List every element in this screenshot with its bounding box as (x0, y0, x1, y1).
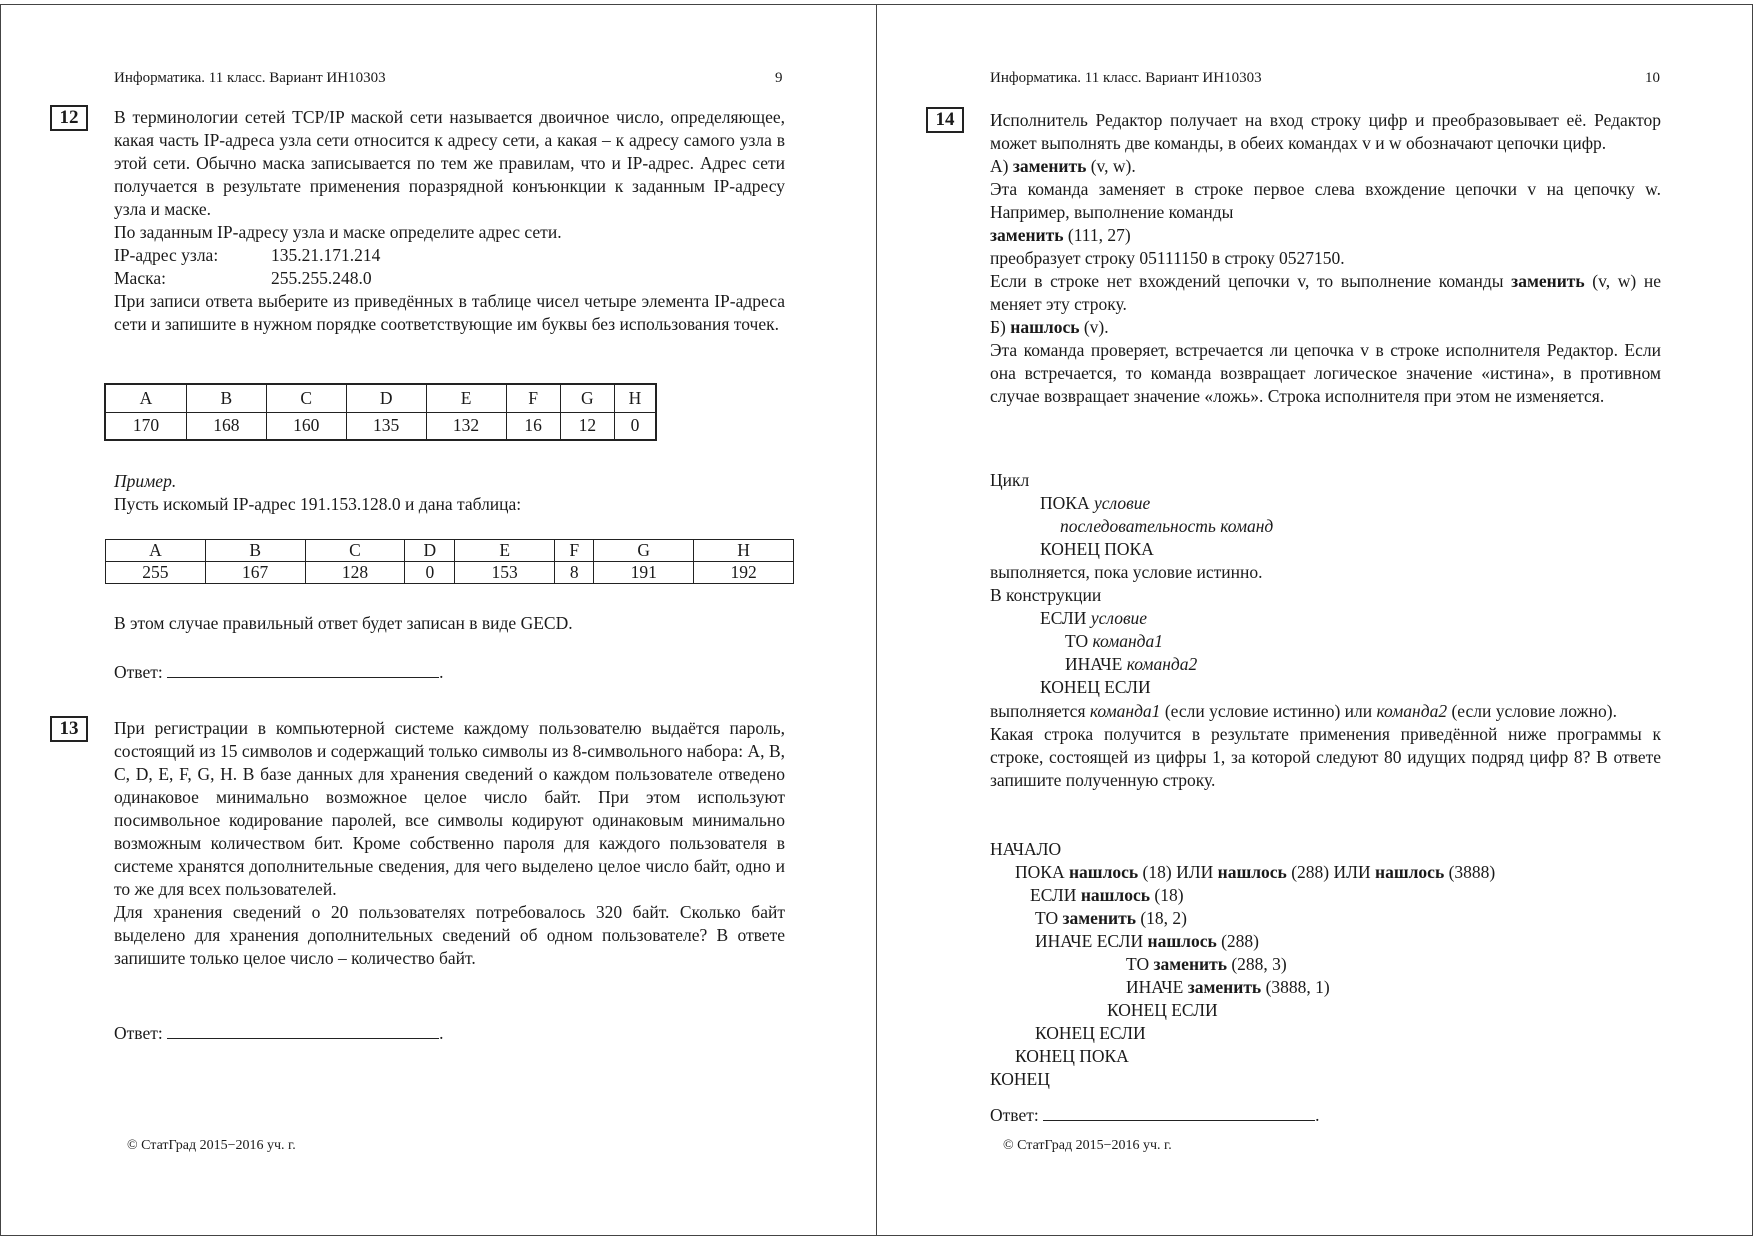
question-number-12: 12 (50, 105, 88, 131)
table-cell: 135 (346, 412, 426, 440)
page-header-title: Информатика. 11 класс. Вариант ИН10303 (990, 70, 1262, 86)
table-cell: 167 (205, 562, 305, 584)
page-header-title: Информатика. 11 класс. Вариант ИН10303 (114, 70, 386, 86)
example-result: преобразует строку 05111150 в строку 0527150. (990, 248, 1345, 268)
table-cell: 128 (305, 562, 405, 584)
table-cell: 0 (615, 412, 657, 440)
q14-question: Какая строка получится в результате применения приведённой ниже программы к строке, состоящей из цифры 1, за которой следуют 80 идущих подряд цифр 8? В ответе запишите полученную строку. (990, 724, 1661, 790)
page-footer: © СтатГрад 2015−2016 уч. г. (127, 1138, 296, 1153)
example-result: В этом случае правильный ответ будет записан в виде GECD. (114, 613, 573, 633)
q12-answer: Ответ: . (114, 662, 444, 682)
page-footer: © СтатГрад 2015−2016 уч. г. (1003, 1138, 1172, 1153)
table-header: D (405, 540, 455, 562)
mask-value: 255.255.248.0 (271, 268, 372, 288)
no-match-note: Если в строке нет вхождений цепочки v, то выполнение команды заменить (v, w) не меняет эту строку. (990, 271, 1661, 314)
question-12 (114, 106, 785, 336)
table-header: C (266, 384, 346, 412)
table-header: F (555, 540, 594, 562)
right-page (877, 0, 1754, 1239)
question-14 (990, 109, 1661, 408)
table-cell: 16 (506, 412, 560, 440)
answer-field[interactable] (167, 660, 439, 678)
answer-label: Ответ: (114, 662, 163, 682)
question-number-14: 14 (926, 107, 964, 133)
table-cell: 153 (455, 562, 555, 584)
q12-intro: В терминологии сетей TCP/IP маской сети называется двоичное число, определяющее, какая часть IP-адреса узла сети относится к адресу сети, а какая – к адресу самого узла в этой сети. Обычно маска записывается по тем же правилам, что и IP-адрес. Адрес сети получается в результате применения поразрядной конъюнкции к заданным IP-адресу узла и маске. (114, 107, 785, 219)
q12-example-table (105, 539, 794, 584)
table-header: H (615, 384, 657, 412)
example-label: Пример. (114, 471, 177, 491)
table-cell: 255 (106, 562, 206, 584)
table-cell: 160 (266, 412, 346, 440)
construct-desc: выполняется команда1 (если условие истинно) или команда2 (если условие ложно). Какая строка получится в результате применения приведённой ниже программы к строке, состоящей из цифры 1, за которой следуют 80 идущих подряд цифр 8? В ответе запишите полученную строку. (990, 701, 1661, 790)
q12-ip-row (114, 244, 785, 267)
ip-value: 135.21.171.214 (271, 245, 381, 265)
table-cell: 8 (555, 562, 594, 584)
question-number-13: 13 (50, 716, 88, 742)
table-cell: 132 (426, 412, 506, 440)
table-cell: 170 (105, 412, 186, 440)
answer-label: Ответ: (114, 1023, 163, 1043)
q13-text2: Для хранения сведений о 20 пользователях потребовалось 320 байт. Сколько байт выделено для хранения дополнительных сведений об одном пользователе? В ответе запишите только целое число – количество байт. (114, 902, 785, 968)
table-header: F (506, 384, 560, 412)
q14-answer: Ответ: . (990, 1105, 1320, 1125)
table-cell: 12 (560, 412, 614, 440)
q12-instruction: При записи ответа выберите из приведённых в таблице чисел четыре элемента IP-адреса сети и запишите в нужном порядке соответствующие им буквы без использования точек. (114, 291, 785, 334)
example-command: заменить (111, 27) (990, 225, 1131, 245)
q13-answer: Ответ: . (114, 1023, 444, 1043)
table-cell: 191 (594, 562, 694, 584)
answer-field[interactable] (167, 1021, 439, 1039)
mask-label: Маска: (114, 268, 166, 288)
table-header: E (455, 540, 555, 562)
table-cell: 168 (186, 412, 266, 440)
cmd-a-desc: Эта команда заменяет в строке первое слева вхождение цепочки v на цепочку w. Например, выполнение команды (990, 179, 1661, 222)
ip-label: IP-адрес узла: (114, 245, 219, 265)
table-header: C (305, 540, 405, 562)
example-text: Пусть искомый IP-адрес 191.153.128.0 и дана таблица: (114, 494, 522, 514)
table-header: H (694, 540, 794, 562)
table-header: B (186, 384, 266, 412)
page-number: 9 (775, 70, 783, 86)
q13-text1: При регистрации в компьютерной системе каждому пользователю выдаётся пароль, состоящий из 15 символов и содержащий только символы из 8-символьного набора: A, B, C, D, E, F, G, H. В базе данных для хранения сведений о каждом пользователе отведено одинаковое минимально возможное целое число байт. При этом используют посимвольное кодирование паролей, все символы кодируют одинаковым минимально возможным количеством бит. Кроме собственно пароля для каждого пользователя в системе хранятся дополнительные сведения, для чего выделено целое число байт, одно и то же для всех пользователей. (114, 718, 785, 899)
table-header: A (105, 384, 186, 412)
q12-example (114, 470, 785, 516)
cmd-a-title: А) заменить (v, w). (990, 156, 1136, 176)
table-cell: 0 (405, 562, 455, 584)
program-listing: НАЧАЛО ПОКА нашлось (18) ИЛИ нашлось (288) ИЛИ нашлось (3888) ЕСЛИ нашлось (18) ТО заменить (18, 2) ИНАЧЕ ЕСЛИ нашлось (288) ТО заменить (288, 3) ИНАЧЕ заменить (3888, 1) КОНЕЦ ЕСЛИ КОНЕЦ ЕСЛИ КОНЕЦ ПОКА КОНЕЦ (990, 839, 1496, 1089)
question-13 (114, 717, 785, 970)
table-header: G (560, 384, 614, 412)
answer-label: Ответ: (990, 1105, 1039, 1125)
q14-intro: Исполнитель Редактор получает на вход строку цифр и преобразовывает её. Редактор может выполнять две команды, в обеих командах v и w обозначают цепочки цифр. (990, 110, 1661, 153)
q12-task: По заданным IP-адресу узла и маске определите адрес сети. (114, 222, 562, 242)
table-header: E (426, 384, 506, 412)
cmd-b-title: Б) нашлось (v). (990, 317, 1109, 337)
q12-mask-row (114, 267, 785, 290)
table-header: B (205, 540, 305, 562)
table-header: G (594, 540, 694, 562)
table-cell: 192 (694, 562, 794, 584)
answer-field[interactable] (1043, 1103, 1315, 1121)
table-header: D (346, 384, 426, 412)
page-number: 10 (1645, 70, 1660, 86)
cmd-b-desc: Эта команда проверяет, встречается ли цепочка v в строке исполнителя Редактор. Если она встречается, то команда возвращает логическое значение «истина», в противном случае возвращает значение «ложь». Строка исполнителя при этом не изменяется. (990, 340, 1661, 406)
syntax-description: Цикл ПОКА условие последовательность команд КОНЕЦ ПОКА выполняется, пока условие истинно. В конструкции ЕСЛИ условие ТО команда1 ИНАЧЕ команда2 КОНЕЦ ЕСЛИ (990, 470, 1274, 697)
q12-table (104, 383, 657, 441)
table-header: A (106, 540, 206, 562)
